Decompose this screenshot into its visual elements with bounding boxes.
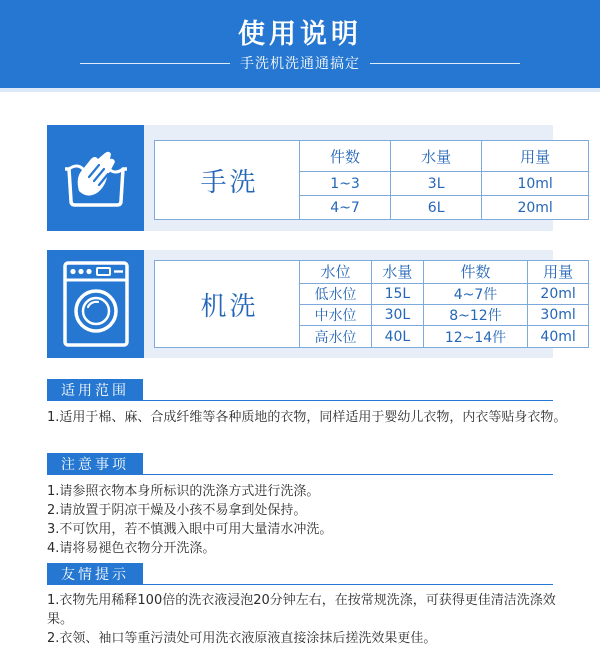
- column-header: 件数: [300, 141, 391, 172]
- header-banner: [0, 0, 600, 88]
- column-header: 用量: [528, 261, 589, 284]
- table-row: [300, 305, 589, 326]
- column-header: 水位: [300, 261, 372, 284]
- list-item: 2.请放置于阴凉干燥及小孩不易拿到处保持。: [47, 503, 307, 518]
- column-header: 件数: [423, 261, 527, 284]
- table-cell: 30ml: [528, 305, 589, 326]
- table-row: [300, 196, 589, 220]
- table-row: [300, 172, 589, 196]
- subtitle-right-rule: [370, 63, 520, 64]
- table-cell: 40ml: [528, 326, 589, 348]
- list-item: 1.衣物先用稀释100倍的洗衣液浸泡20分钟左右，在按常规洗涤，可获得更佳清洁洗涤效果。: [47, 593, 556, 627]
- hand-wash-panel: [47, 125, 553, 231]
- page-subtitle: 手洗机洗通通搞定: [240, 56, 360, 72]
- table-cell: 1~3: [300, 172, 391, 196]
- table-header-row: [300, 261, 589, 284]
- table-cell: 40L: [371, 326, 423, 348]
- notes-section-rule: [47, 474, 553, 475]
- scope-section-body: [47, 408, 567, 427]
- scope-section-title: 适用范围: [47, 379, 143, 401]
- tips-section-rule: [47, 584, 553, 585]
- header-shadow-bar: [0, 88, 600, 92]
- table-cell: 10ml: [482, 172, 589, 196]
- machine-wash-table: [299, 260, 589, 348]
- notes-section-title: 注意事项: [47, 453, 143, 475]
- list-item: 1.适用于棉、麻、合成纤维等各种质地的衣物，同样适用于婴幼儿衣物，内衣等贴身衣物。: [47, 410, 567, 425]
- washing-machine-icon-box: [47, 250, 144, 358]
- list-item: 2.衣领、袖口等重污渍处可用洗衣液原液直接涂抹后搓洗效果更佳。: [47, 631, 437, 646]
- notes-section-body: [47, 482, 567, 558]
- table-cell: 6L: [391, 196, 482, 220]
- table-cell: 中水位: [300, 305, 372, 326]
- table-header-row: [300, 141, 589, 172]
- table-cell: 30L: [371, 305, 423, 326]
- table-row: [300, 326, 589, 348]
- washing-machine-icon: [61, 260, 131, 348]
- hand-wash-icon-box: [47, 125, 144, 231]
- subtitle-left-rule: [80, 63, 230, 64]
- table-cell: 4~7件: [423, 283, 527, 304]
- machine-wash-panel: [47, 250, 576, 358]
- table-cell: 20ml: [528, 283, 589, 304]
- hand-wash-label: 手洗: [154, 140, 305, 220]
- column-header: 水量: [391, 141, 482, 172]
- table-cell: 12~14件: [423, 326, 527, 348]
- scope-section-rule: [47, 400, 553, 401]
- machine-wash-label: 机洗: [154, 260, 305, 348]
- hand-wash-icon: [61, 147, 131, 209]
- table-cell: 8~12件: [423, 305, 527, 326]
- table-cell: 15L: [371, 283, 423, 304]
- table-row: [300, 283, 589, 304]
- table-cell: 3L: [391, 172, 482, 196]
- column-header: 用量: [482, 141, 589, 172]
- table-cell: 高水位: [300, 326, 372, 348]
- table-cell: 低水位: [300, 283, 372, 304]
- subtitle-row: [0, 52, 600, 74]
- list-item: 3.不可饮用，若不慎溅入眼中可用大量清水冲洗。: [47, 522, 333, 537]
- column-header: 水量: [371, 261, 423, 284]
- list-item: 1.请参照衣物本身所标识的洗涤方式进行洗涤。: [47, 484, 320, 499]
- page-title: 使用说明: [238, 19, 362, 50]
- table-cell: 4~7: [300, 196, 391, 220]
- tips-section-title: 友情提示: [47, 563, 143, 585]
- hand-wash-table: [299, 140, 589, 220]
- tips-section-body: [47, 591, 567, 648]
- table-cell: 20ml: [482, 196, 589, 220]
- list-item: 4.请将易褪色衣物分开洗涤。: [47, 541, 216, 556]
